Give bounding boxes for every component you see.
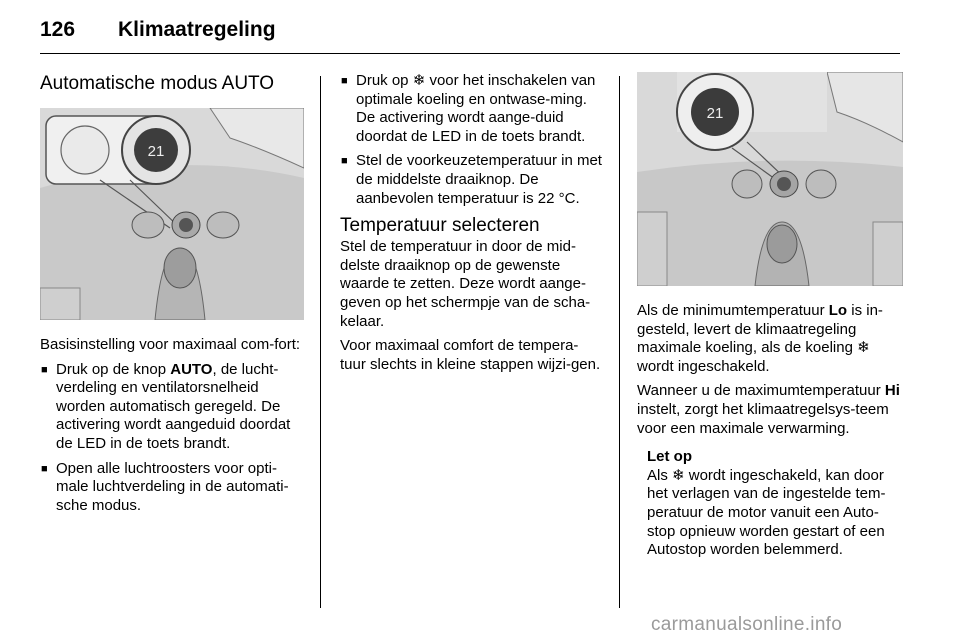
bullet-list-cooling <box>340 72 604 208</box>
paragraph: Voor maximaal comfort de tempera-tuur slechts in kleine stappen wijzi-gen. <box>340 337 601 373</box>
note-box <box>647 448 903 560</box>
note-title: Let op <box>647 448 692 466</box>
chapter-title: Klimaatregeling <box>118 18 276 41</box>
figure-display-text: 21 <box>147 143 165 160</box>
list-item: ■ Druk op de knop AUTO, de lucht-verdeling en ventilatorsnelheid worden automatisch geregeld. De activering wordt aangeduid doordat de LED in de toets brandt. <box>40 361 304 454</box>
intro-text: Basisinstelling voor maximaal com-fort: <box>40 336 301 353</box>
figure-climate-control-closeup <box>40 108 304 320</box>
hi-label: Hi <box>884 382 900 400</box>
list-item: ■ Stel de voorkeuzetemperatuur in met de middelste draaiknop. De aanbevolen temperatuur is 22 °C. <box>340 152 604 208</box>
column-1 <box>40 72 304 521</box>
figure-display-text: 21 <box>706 105 724 122</box>
figure-center-console <box>637 72 903 286</box>
column-2 <box>340 72 604 380</box>
snowflake-icon: ❄ <box>672 466 685 484</box>
snowflake-icon: ❄ <box>857 339 870 357</box>
column-3 <box>637 72 903 560</box>
auto-button-label: AUTO <box>170 360 213 378</box>
section-heading-temperature: Temperatuur selecteren <box>340 215 540 237</box>
list-item: ■ Open alle luchtroosters voor opti-male luchtverdeling in de automati-sche modus. <box>40 460 304 516</box>
section-heading-auto: Automatische modus AUTO <box>40 73 275 94</box>
list-item: ■ Druk op ❄ voor het inschakelen van optimale koeling en ontwase-ming. De activering wordt aange-duid doordat de LED in de toets brandt. <box>340 72 604 146</box>
bullet-list-auto <box>40 361 304 516</box>
page-header <box>40 18 900 54</box>
paragraph: Stel de temperatuur in door de mid-delste draaiknop op de gewenste waarde te zetten. Deze wordt aange-geven op het schermpje van de scha-kelaar. <box>340 238 591 330</box>
snowflake-icon: ❄ <box>412 72 426 89</box>
column-divider <box>320 76 321 608</box>
paragraph: Wanneer u de maximumtemperatuur Hi instelt, zorgt het klimaatregelsys-teem voor een maximale verwarming. <box>637 382 900 437</box>
note-text: Als ❄ wordt ingeschakeld, kan door het verlagen van de ingestelde tem-peratuur de motor vanuit een Auto-stop opnieuw worden gestart of een Autostop worden belemmerd. <box>647 466 886 559</box>
lo-label: Lo <box>828 302 848 319</box>
paragraph: Als de minimumtemperatuur Lo is in-gesteld, levert de klimaatregeling maximale koeling, als de koeling ❄ wordt ingeschakeld. <box>637 302 883 375</box>
column-divider <box>619 76 620 608</box>
watermark: carmanualsonline.info <box>651 614 843 635</box>
page-number: 126 <box>40 18 76 41</box>
